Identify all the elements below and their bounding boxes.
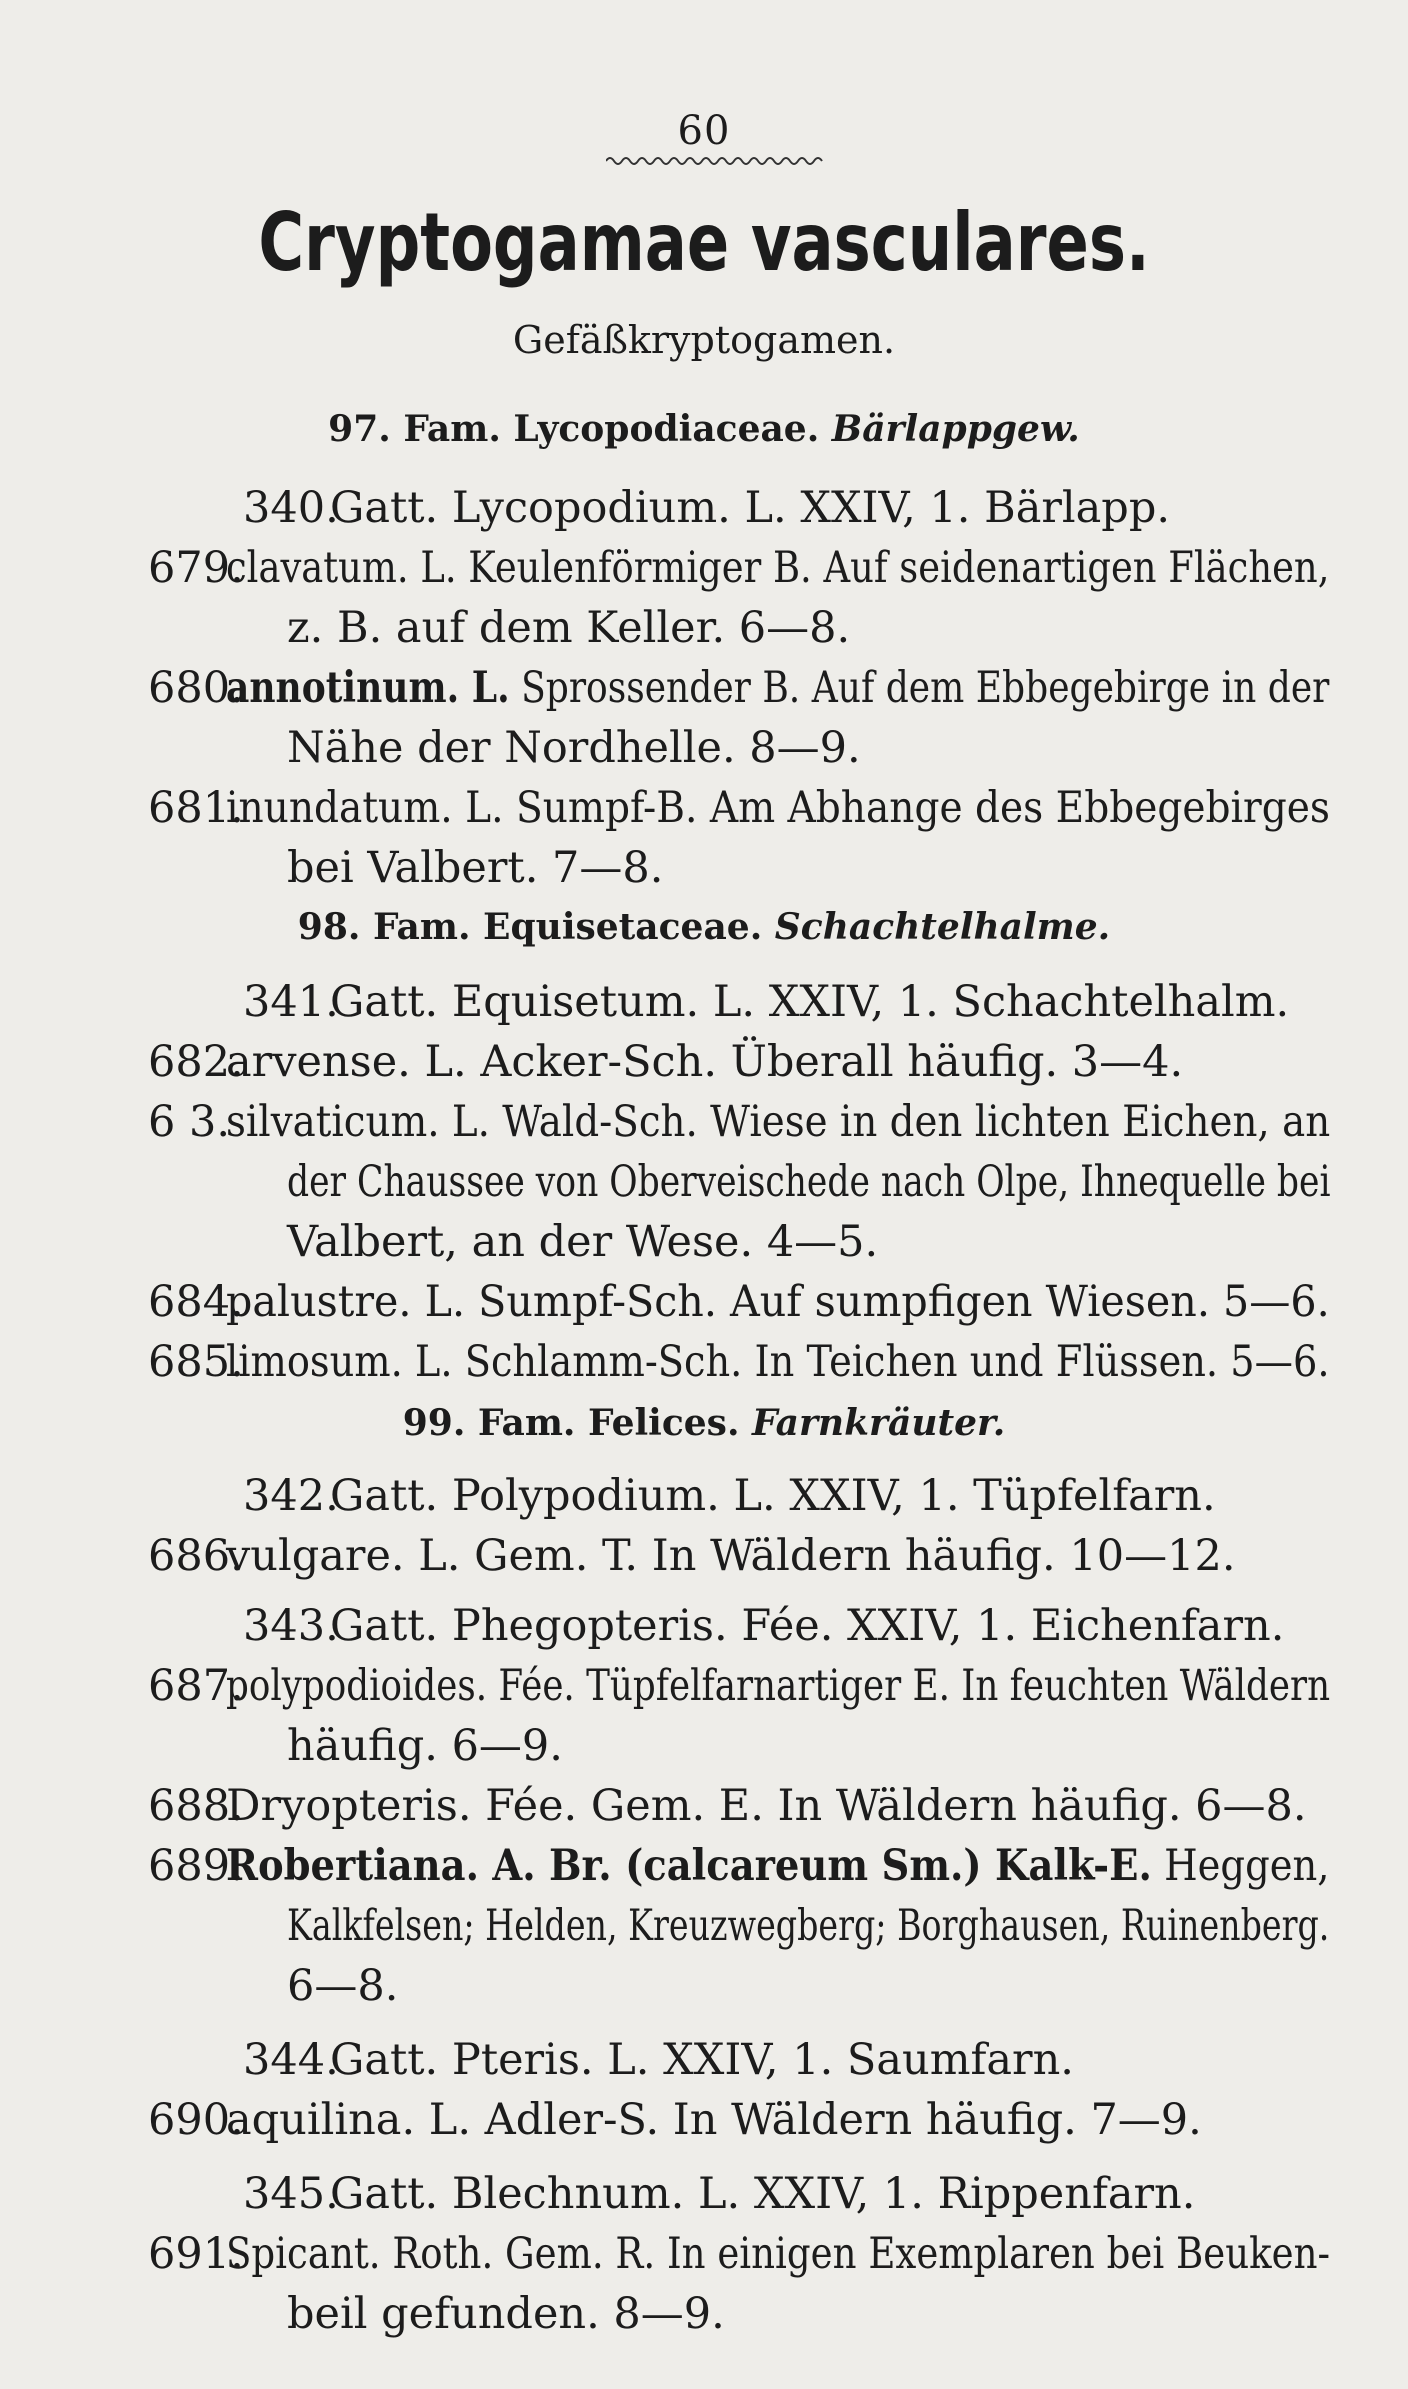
entry-number: 685. [148, 1337, 244, 1387]
entry-text: palustre. L. Sumpf-Sch. Auf sumpfigen Wiesen. 5—6. [226, 1277, 1330, 1327]
entry-text: vulgare. L. Gem. T. In Wäldern häufig. 10—12. [226, 1531, 1236, 1581]
species-name: Robertiana. A. Br. (calcareum Sm.) Kalk-E. [226, 1841, 1152, 1891]
family-german: Schachtelhalme. [774, 906, 1111, 948]
continuation-line: bei Valbert. 7—8. [287, 843, 664, 893]
entry-number: 6 3. [148, 1097, 231, 1147]
entry-text: aquilina. L. Adler-S. In Wäldern häufig. 7—9. [226, 2095, 1202, 2145]
entry-text: Gatt. Pteris. L. XXIV, 1. Saumfarn. [330, 2035, 1074, 2085]
entry-number: 691. [148, 2229, 244, 2279]
entry-text: Gatt. Equisetum. L. XXIV, 1. Schachtelhalm. [330, 977, 1290, 1027]
family-latin: Lycopodiaceae. [513, 408, 820, 450]
continuation-line: Valbert, an der Wese. 4—5. [287, 1217, 879, 1267]
family-heading [0, 1402, 1408, 1444]
family-german: Bärlappgew. [831, 408, 1080, 450]
entry-text: Gatt. Blechnum. L. XXIV, 1. Rippenfarn. [330, 2169, 1196, 2219]
entry-text: polypodioides. Fée. Tüpfelfarnartiger E. In feuchten Wäldern [226, 1661, 1331, 1711]
entry-text: Dryopteris. Fée. Gem. E. In Wäldern häufig. 6—8. [226, 1781, 1307, 1831]
entry-number: 679. [148, 543, 244, 593]
family-german: Farnkräuter. [752, 1402, 1006, 1444]
entry-number: 681. [148, 783, 244, 833]
continuation-line: der Chaussee von Oberveischede nach Olpe, Ihnequelle bei [287, 1157, 1331, 1207]
family-heading [0, 906, 1408, 948]
family-heading [0, 408, 1408, 450]
page-subtitle: Gefäßkryptogamen. [512, 318, 896, 362]
continuation-line: Nähe der Nordhelle. 8—9. [287, 723, 861, 773]
entry-text: arvense. L. Acker-Sch. Überall häufig. 3—4. [226, 1037, 1184, 1087]
continuation-line: Kalkfelsen; Helden, Kreuzwegberg; Borghausen, Ruinenberg. [287, 1901, 1330, 1951]
entry-text: Spicant. Roth. Gem. R. In einigen Exemplaren bei Beuken- [226, 2229, 1331, 2279]
entry-number: 690. [148, 2095, 244, 2145]
entry-number: 341. [243, 977, 339, 1027]
page-number: 60 [677, 108, 731, 154]
entry-number: 680. [148, 663, 244, 713]
entry-number: 687. [148, 1661, 244, 1711]
entry-text: Gatt. Polypodium. L. XXIV, 1. Tüpfelfarn. [330, 1471, 1216, 1521]
entry-number: 345. [243, 2169, 339, 2219]
continuation-line: 6—8. [287, 1961, 399, 2011]
entry-number: 689. [148, 1841, 244, 1891]
entry-text: Sprossender B. Auf dem Ebbegebirge in der [521, 663, 1330, 713]
entry-text: limosum. L. Schlamm-Sch. In Teichen und Flüssen. 5—6. [226, 1337, 1330, 1387]
entry-number: 682. [148, 1037, 244, 1087]
entry-text: Gatt. Phegopteris. Fée. XXIV, 1. Eichenfarn. [330, 1601, 1285, 1651]
entry-number: 340. [243, 483, 339, 533]
entry-number: 342. [243, 1471, 339, 1521]
species-name: annotinum. L. [226, 663, 510, 713]
family-latin: Felices. [588, 1402, 740, 1444]
entry-text: Gatt. Lycopodium. L. XXIV, 1. Bärlapp. [330, 483, 1171, 533]
entry-text: inundatum. L. Sumpf-B. Am Abhange des Ebbegebirges [226, 783, 1330, 833]
continuation-line: häufig. 6—9. [287, 1721, 563, 1771]
entry-number: 684. [148, 1277, 244, 1327]
family-number: 99. Fam. [402, 1402, 576, 1444]
entry-number: 343. [243, 1601, 339, 1651]
entry-text: Heggen, [1164, 1841, 1330, 1891]
entry-number: 686. [148, 1531, 244, 1581]
family-latin: Equisetaceae. [483, 906, 763, 948]
continuation-line: beil gefunden. 8—9. [287, 2289, 725, 2339]
entry-number: 688. [148, 1781, 244, 1831]
decorative-rule [606, 154, 830, 168]
family-number: 97. Fam. [328, 408, 501, 450]
page-title: Cryptogamae vasculares. [258, 196, 1150, 289]
entry-text: clavatum. L. Keulenförmiger B. Auf seidenartigen Flächen, [226, 543, 1330, 593]
entry-number: 344. [243, 2035, 339, 2085]
continuation-line: z. B. auf dem Keller. 6—8. [287, 603, 851, 653]
family-number: 98. Fam. [297, 906, 471, 948]
entry-text: silvaticum. L. Wald-Sch. Wiese in den lichten Eichen, an [226, 1097, 1331, 1147]
